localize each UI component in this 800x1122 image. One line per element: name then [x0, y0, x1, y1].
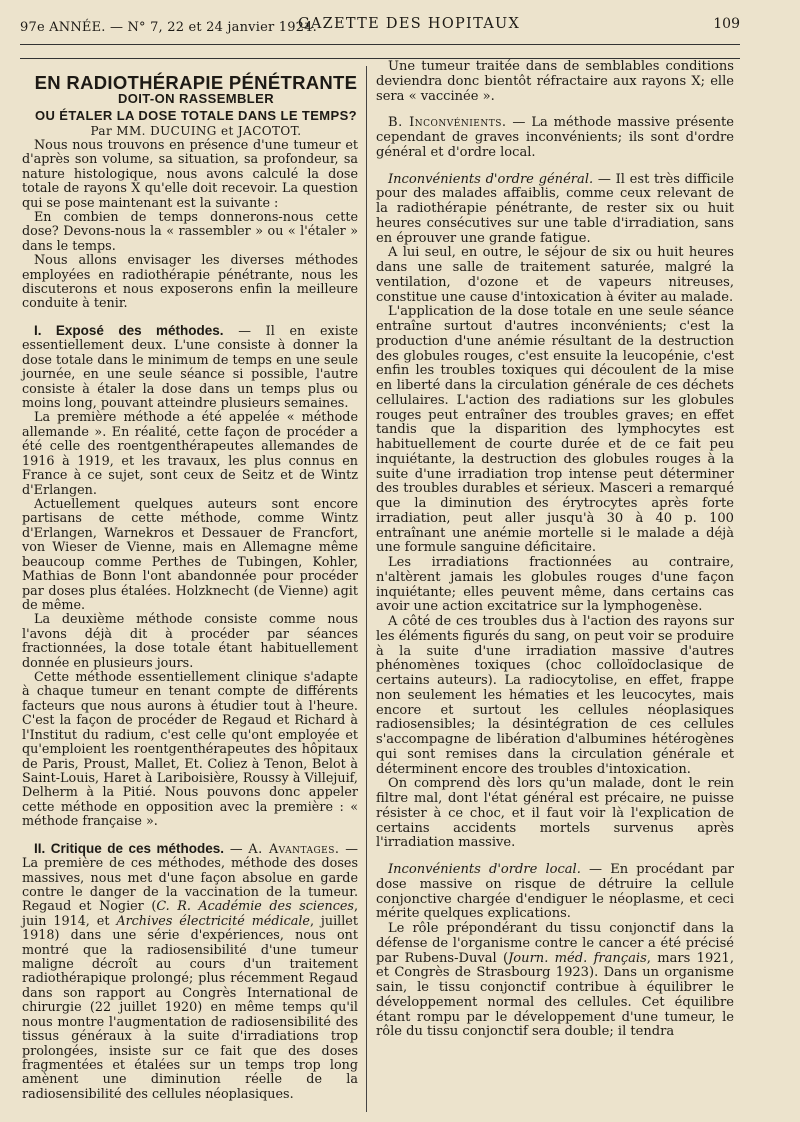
section-2-opening: II. Critique de ces méthodes. — A. Avantages. — La première de ces méthodes, méthode des doses massives, nous met d'une façon absolue en garde contre le danger de la vaccination de la tumeur. Regaud et Nogier (C. R. Académie des sciences, juin 1914, et Archives électricité médicale, juillet 1918) dans une série d'expériences, nous ont montré que la radiosensibilité d'une tumeur maligne décroît au cours d'un traitement radiothérapique prolongé; plus récemment Regaud dans son rapport au Congrès International de chirurgie (22 juillet 1920) en même temps qu'il nous montre l'augmentation de radiosensibilité des tissus généraux à la suite d'irradiations trop prolongées, insiste sur ce fait que des doses fragmentées et étalées sur un temps trop long amènent une diminution réelle de la radiosensibilité des cellules néoplasiques.	[22, 840, 359, 1102]
intro-paragraph: Nous nous trouvons en présence d'une tumeur et d'après son volume, sa situation, sa profondeur, sa nature histologique, nous avons calculé la dose totale de rayons X qu'elle doit recevoir. La question qui se pose maintenant est la suivante :	[22, 137, 358, 211]
section-2-paragraph: Une tumeur traitée dans de semblables conditions deviendra donc bientôt réfractaire aux rayons X; elle sera « vaccinée ».	[376, 59, 734, 104]
citation: Archives électricité médicale	[116, 913, 310, 929]
subsection-general-label: Inconvénients d'ordre général.	[388, 171, 594, 187]
article-title: EN RADIOTHÉRAPIE PÉNÉTRANTE	[34, 72, 358, 93]
section-2-heading: II. Critique de ces méthodes.	[34, 840, 225, 856]
section-1-paragraph: Cette méthode essentiellement clinique s'adapte à chaque tumeur en tenant compte de différents facteurs que nous aurons à étudier tout à l'heure. C'est la façon de procéder de Regaud et Richard à l'Institut du radium, c'est celle qu'ont employée et qu'emploient les roentgenthérapeutes des hôpitaux de Paris, Proust, Mallet, Et. Coliez à Tenon, Belot à Saint-Louis, Haret à Lariboisière, Roussy à Villejuif, Delherm à la Pitié. Nous pouvons donc appeler cette méthode en opposition avec la première : « méthode française ».	[22, 670, 358, 830]
section-1-heading: I. Exposé des méthodes.	[34, 322, 224, 338]
right-column	[376, 60, 734, 1040]
citation: C. R. Académie des sciences	[156, 899, 354, 915]
running-header	[20, 16, 740, 38]
journal-title: GAZETTE DES HOPITAUX	[298, 16, 521, 32]
section-2-text: — La première de ces méthodes, méthode des doses massives, nous met d'une façon absolue en garde contre le danger de la vaccination de la tumeur. Regaud et Nogier (	[22, 841, 358, 915]
subsection-b-label: B. Inconvénients.	[388, 115, 507, 131]
column-divider	[366, 66, 367, 1112]
section-1-text: — Il en existe essentiellement deux. L'une consiste à donner la dose totale dans le minimum de temps en une seule journée, en une seule séance si possible, l'autre consiste à étaler la dose dans un temps plus ou moins long, pouvant atteindre plusieurs semaines.	[22, 323, 358, 412]
issue-info: 97e ANNÉE. — N° 7, 22 et 24 janvier 1924.	[20, 20, 317, 35]
header-rule	[20, 44, 740, 45]
citation: Journ. méd. français	[508, 950, 647, 966]
section-2-paragraph: L'application de la dose totale en une seule séance entraîne surtout d'autres inconvénients; c'est la production d'une anémie résultant de la destruction des globules rouges, c'est ensuite la leucopénie, c'est enfin les troubles toxiques qui découlent de la mise en liberté dans la circulation générale de ces déchets cellulaires. L'action des radiations sur les globules rouges peut entraîner des troubles graves; en effet tandis que la disparition des lymphocytes est habituellement de courte durée et de ce fait peu inquiétante, la destruction des globules rouges à la suite d'une irradiation trop intense peut déterminer des troubles durables et sérieux. Masceri a remarqué que la diminution des érytrocytes après forte irradiation, peut aller jusqu'à 30 à 40 p. 100 entraînant une anémie mortelle si le malade a déjà une formule sanguine déficitaire.	[376, 304, 734, 556]
page-number: 109	[713, 16, 740, 32]
subsection-b-opening: B. Inconvénients. — La méthode massive présente cependant de graves inconvénients; ils sont d'ordre général et d'ordre local.	[376, 115, 734, 160]
left-column	[22, 72, 359, 1102]
section-1-paragraph: La deuxième méthode consiste comme nous l'avons déjà dit à procéder par séances fractionnées, la dose totale étant habituellement donnée en plusieurs jours.	[22, 612, 358, 671]
section-2-paragraph: Le rôle prépondérant du tissu conjonctif dans la défense de l'organisme contre le cancer a été précisé par Rubens-Duval (Journ. méd. français, mars 1921, et Congrès de Strasbourg 1923). Dans un organisme sain, le tissu conjonctif contribue à équilibrer le développement normal des cellules. Cet équilibre étant rompu par le développement d'une tumeur, le rôle du tissu conjonctif sera double; il tendra	[376, 921, 734, 1040]
general-drawbacks-opening: Inconvénients d'ordre général. — Il est très difficile pour des malades affaiblis, comme ceux relevant de la radiothérapie pénétrante, de rester six ou huit heures consécutives sur une table d'irradiation, sans en éprouver une grande fatigue.	[376, 171, 734, 246]
section-2-paragraph: A côté de ces troubles dus à l'action des rayons sur les éléments figurés du sang, on peut voir se produire à la suite d'une irradiation massive d'autres phénomènes toxiques (choc colloïdoclasique de certains auteurs). La radiocytolise, en effet, frappe non seulement les hématies et les leucocytes, mais encore et surtout les cellules néoplasiques radiosensibles; la désintégration de ces cellules s'accompagne de libération d'albumines hétérogènes qui sont remises dans la circulation générale et déterminent encore des troubles d'intoxication.	[376, 614, 734, 777]
intro-paragraph: Nous allons envisager les diverses méthodes employées en radiothérapie pénétrante, nous les discuterons et nous exposerons enfin la meilleure conduite à tenir.	[22, 253, 358, 312]
section-1-opening	[22, 324, 358, 412]
intro-paragraph: En combien de temps donnerons-nous cette dose? Devons-nous la « rassembler » ou « l'étaler » dans le temps.	[22, 209, 358, 254]
article-subtitle-line2: OU ÉTALER LA DOSE TOTALE DANS LE TEMPS?	[34, 108, 358, 124]
subsection-local-label: Inconvénients d'ordre local.	[388, 862, 581, 877]
local-drawbacks-opening: Inconvénients d'ordre local. — En procédant par dose massive on risque de détruire la cellule conjonctive chargée d'endiguer le néoplasme, et ceci mérite quelques explications.	[376, 862, 734, 922]
section-2-paragraph: Les irradiations fractionnées au contraire, n'altèrent jamais les globules rouges d'une façon inquiétante; elles peuvent même, dans certains cas avoir une action excitatrice sur la lymphogenèse.	[376, 555, 734, 615]
section-1-paragraph: Actuellement quelques auteurs sont encore partisans de cette méthode, comme Wintz d'Erlangen, Warnekros et Dessauer de Francfort, von Wieser de Vienne, mais en Allemagne même beaucoup comme Perthes de Tubingen, Kohler, Mathias de Bonn l'ont abandonnée pour procéder par doses plus étalées. Holzknecht (de Vienne) agit de même.	[22, 496, 358, 613]
subsection-a-label: A. Avantages.	[248, 841, 340, 857]
section-1-paragraph: La première méthode a été appelée « méthode allemande ». En réalité, cette façon de procéder a été celle des roentgenthérapeutes allemandes de 1916 à 1919, et les travaux, les plus connus en France à ce sujet, sont ceux de Seitz et de Wintz d'Erlangen.	[22, 410, 358, 498]
section-2-paragraph: A lui seul, en outre, le séjour de six ou huit heures dans une salle de traitement saturée, malgré la ventilation, d'ozone et de vapeurs nitreuses, constitue une cause d'intoxication à éviter au malade.	[376, 245, 734, 305]
article-subtitle-line1: DOIT-ON RASSEMBLER	[118, 91, 274, 107]
section-2-paragraph: On comprend dès lors qu'un malade, dont le rein filtre mal, dont l'état général est précaire, ne puisse résister à ce choc, et il faut voir là l'explication de certains accidents mortels survenus après l'irradiation massive.	[376, 776, 734, 851]
article-authors: Par MM. DUCUING et JACOTOT.	[90, 124, 302, 139]
